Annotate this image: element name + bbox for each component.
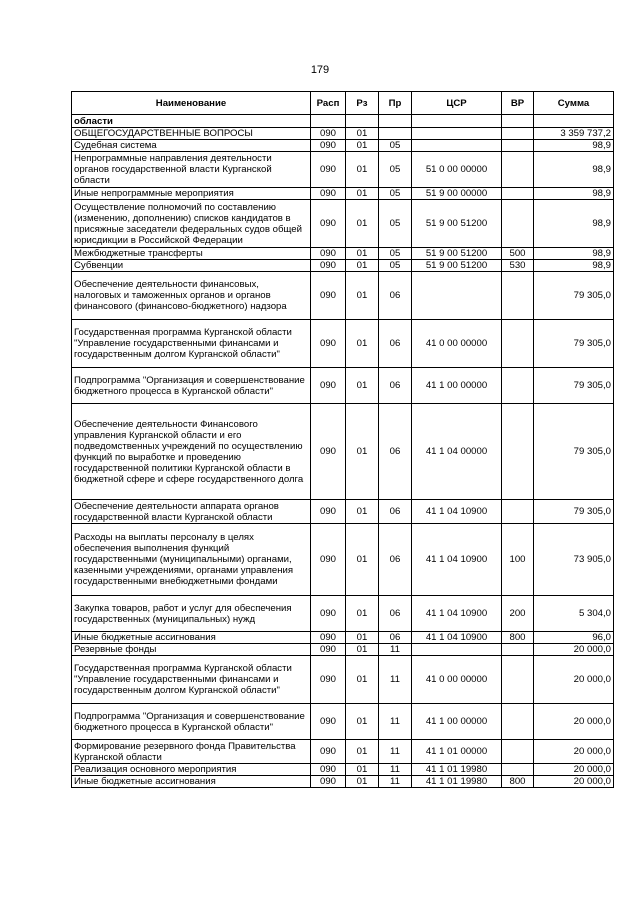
cell-vr [502, 320, 534, 368]
cell-sum: 79 305,0 [534, 272, 614, 320]
table-row [72, 740, 614, 764]
cell-name: Иные непрограммные мероприятия [72, 188, 311, 200]
cell-rz: 01 [346, 656, 379, 704]
cell-rasp: 090 [311, 704, 346, 740]
cell-csr: 41 1 04 10900 [412, 524, 502, 596]
cell-rasp: 090 [311, 368, 346, 404]
cell-rasp: 090 [311, 404, 346, 500]
cell-rz: 01 [346, 368, 379, 404]
table-row [72, 248, 614, 260]
cell-name: Обеспечение деятельности финансовых, налоговых и таможенных органов и органов финансового (финансово-бюджетного) надзора [72, 272, 311, 320]
cell-rasp: 090 [311, 776, 346, 788]
cell-pr: 06 [379, 368, 412, 404]
cell-sum: 20 000,0 [534, 764, 614, 776]
budget-table [71, 91, 614, 788]
cell-rasp: 090 [311, 320, 346, 368]
cell-csr [412, 644, 502, 656]
table-row [72, 656, 614, 704]
cell-pr: 06 [379, 500, 412, 524]
cell-name: Расходы на выплаты персоналу в целях обеспечения выполнения функций государственными (муниципальными) органами, казенными учреждениями, органами управления государственными внебюджетными фондами [72, 524, 311, 596]
cell-name: Иные бюджетные ассигнования [72, 632, 311, 644]
cell-vr: 200 [502, 596, 534, 632]
cell-rz: 01 [346, 128, 379, 140]
cell-pr: 05 [379, 260, 412, 272]
cell-rasp: 090 [311, 200, 346, 248]
cell-sum: 98,9 [534, 248, 614, 260]
cell-rasp: 090 [311, 248, 346, 260]
cell-name: Обеспечение деятельности аппарата органов государственной власти Курганской области [72, 500, 311, 524]
cell-rz: 01 [346, 200, 379, 248]
cell-csr: 41 1 04 10900 [412, 500, 502, 524]
cell-name: ОБЩЕГОСУДАРСТВЕННЫЕ ВОПРОСЫ [72, 128, 311, 140]
cell-csr: 41 1 01 19980 [412, 776, 502, 788]
cell-name: Непрограммные направления деятельности органов государственной власти Курганской области [72, 152, 311, 188]
cell-sum: 5 304,0 [534, 596, 614, 632]
cell-rz: 01 [346, 776, 379, 788]
cell-pr: 11 [379, 704, 412, 740]
cell-name: Осуществление полномочий по составлению (изменению, дополнению) списков кандидатов в присяжные заседатели федеральных судов общей юрисдикции в Российской Федерации [72, 200, 311, 248]
cell-csr: 51 0 00 00000 [412, 152, 502, 188]
cell-sum: 98,9 [534, 152, 614, 188]
cell-name: Судебная система [72, 140, 311, 152]
cell-rasp: 090 [311, 764, 346, 776]
cell-csr: 51 9 00 51200 [412, 248, 502, 260]
cell-vr [502, 656, 534, 704]
cell-rasp: 090 [311, 128, 346, 140]
table-row [72, 368, 614, 404]
cell-rz: 01 [346, 404, 379, 500]
cell-sum: 98,9 [534, 188, 614, 200]
cell-vr [502, 200, 534, 248]
cell-vr: 530 [502, 260, 534, 272]
cell-vr: 100 [502, 524, 534, 596]
table-row [72, 644, 614, 656]
cell-name: Формирование резервного фонда Правительства Курганской области [72, 740, 311, 764]
cell-rz: 01 [346, 140, 379, 152]
cell-csr: 41 0 00 00000 [412, 656, 502, 704]
cell-rasp: 090 [311, 632, 346, 644]
table-row [72, 632, 614, 644]
cell-rasp: 090 [311, 152, 346, 188]
cell-pr: 11 [379, 740, 412, 764]
table-row [72, 128, 614, 140]
cell-rz: 01 [346, 152, 379, 188]
cell-csr [412, 140, 502, 152]
cell-csr: 51 9 00 51200 [412, 260, 502, 272]
table-row [72, 152, 614, 188]
table-row [72, 776, 614, 788]
cell-sum: 96,0 [534, 632, 614, 644]
header-rz: Рз [346, 92, 379, 115]
cell-rasp: 090 [311, 656, 346, 704]
cell-pr: 05 [379, 200, 412, 248]
table-row [72, 764, 614, 776]
table-row [72, 596, 614, 632]
cell-csr: 41 1 04 10900 [412, 596, 502, 632]
cell-rasp: 090 [311, 644, 346, 656]
cell-sum: 20 000,0 [534, 740, 614, 764]
cell-pr: 06 [379, 524, 412, 596]
cell-rasp: 090 [311, 188, 346, 200]
cell-name: Подпрограмма "Организация и совершенствование бюджетного процесса в Курганской области" [72, 368, 311, 404]
cell-sum: 98,9 [534, 140, 614, 152]
cell-vr [502, 128, 534, 140]
cell-csr [412, 272, 502, 320]
cell-sum: 98,9 [534, 260, 614, 272]
cell-pr: 11 [379, 644, 412, 656]
cell-pr: 11 [379, 656, 412, 704]
table-row [72, 188, 614, 200]
cell-rz: 01 [346, 188, 379, 200]
cell-sum: 3 359 737,2 [534, 128, 614, 140]
cell-csr [412, 128, 502, 140]
header-rasp: Расп [311, 92, 346, 115]
cell-pr: 06 [379, 596, 412, 632]
cell-csr: 41 1 01 19980 [412, 764, 502, 776]
cell-pr: 05 [379, 248, 412, 260]
cell-sum: 79 305,0 [534, 404, 614, 500]
cell-sum: 20 000,0 [534, 776, 614, 788]
table-row [72, 260, 614, 272]
cell-vr [502, 368, 534, 404]
cell-vr: 800 [502, 776, 534, 788]
cell-rasp: 090 [311, 500, 346, 524]
cell-pr: 06 [379, 632, 412, 644]
cell-csr: 51 9 00 51200 [412, 200, 502, 248]
cell-vr [502, 140, 534, 152]
cell-csr: 51 9 00 00000 [412, 188, 502, 200]
cell-rz: 01 [346, 248, 379, 260]
cell-vr: 500 [502, 248, 534, 260]
cell-pr: 06 [379, 320, 412, 368]
cell-rz: 01 [346, 260, 379, 272]
cell-sum: 98,9 [534, 200, 614, 248]
cell-name: Подпрограмма "Организация и совершенствование бюджетного процесса в Курганской области" [72, 704, 311, 740]
cell-rz: 01 [346, 272, 379, 320]
header-csr: ЦСР [412, 92, 502, 115]
cell-csr: 41 1 00 00000 [412, 368, 502, 404]
cell-vr [502, 152, 534, 188]
cell-vr [502, 272, 534, 320]
table-row [72, 500, 614, 524]
cell-pr: 05 [379, 188, 412, 200]
cell-pr [379, 128, 412, 140]
cell-csr: 41 1 04 10900 [412, 632, 502, 644]
cell-vr [502, 764, 534, 776]
cell-name: Субвенции [72, 260, 311, 272]
table-row [72, 320, 614, 368]
cell-rasp: 090 [311, 140, 346, 152]
cell-rasp: 090 [311, 260, 346, 272]
header-pr: Пр [379, 92, 412, 115]
cell-vr [502, 740, 534, 764]
header-vr: ВР [502, 92, 534, 115]
table-row [72, 404, 614, 500]
cell-rz: 01 [346, 704, 379, 740]
cell-rz: 01 [346, 764, 379, 776]
cell-vr [502, 404, 534, 500]
cell-name: Закупка товаров, работ и услуг для обеспечения государственных (муниципальных) нужд [72, 596, 311, 632]
cell-pr: 06 [379, 404, 412, 500]
table-row [72, 140, 614, 152]
cell-csr: 41 1 04 00000 [412, 404, 502, 500]
cell-rz: 01 [346, 596, 379, 632]
cell-name: Государственная программа Курганской области "Управление государственными финансами и государственным долгом Курганской области" [72, 656, 311, 704]
cell-sum: 79 305,0 [534, 500, 614, 524]
header-sum: Сумма [534, 92, 614, 115]
cell-sum: 20 000,0 [534, 644, 614, 656]
cell-vr [502, 644, 534, 656]
table-row [72, 704, 614, 740]
cell-rz: 01 [346, 740, 379, 764]
cell-name: Межбюджетные трансферты [72, 248, 311, 260]
cell-pr: 11 [379, 764, 412, 776]
cell-rz: 01 [346, 524, 379, 596]
cell-rasp: 090 [311, 272, 346, 320]
cell-vr [502, 500, 534, 524]
cell-rz: 01 [346, 500, 379, 524]
table-row [72, 200, 614, 248]
cell-pr: 05 [379, 140, 412, 152]
cell-pr: 11 [379, 776, 412, 788]
header-name: Наименование [72, 92, 311, 115]
cell-name: Обеспечение деятельности Финансового управления Курганской области и его подведомственных учреждений по осуществлению функций по выработке и проведению государственной политики Курганской области в бюджетной сфере и сфере государственного долга [72, 404, 311, 500]
cell-csr: 41 1 00 00000 [412, 704, 502, 740]
cell-vr [502, 704, 534, 740]
cell-name: Иные бюджетные ассигнования [72, 776, 311, 788]
section-row [72, 115, 614, 128]
cell-sum: 73 905,0 [534, 524, 614, 596]
cell-rasp: 090 [311, 596, 346, 632]
cell-rz: 01 [346, 632, 379, 644]
cell-sum: 20 000,0 [534, 656, 614, 704]
cell-rz: 01 [346, 644, 379, 656]
cell-csr: 41 0 00 00000 [412, 320, 502, 368]
cell-sum: 20 000,0 [534, 704, 614, 740]
cell-name: Реализация основного мероприятия [72, 764, 311, 776]
cell-csr: 41 1 01 00000 [412, 740, 502, 764]
cell-rasp: 090 [311, 524, 346, 596]
table-row [72, 272, 614, 320]
cell-sum: 79 305,0 [534, 368, 614, 404]
cell-pr: 06 [379, 272, 412, 320]
page-number: 179 [310, 64, 330, 76]
cell-vr [502, 188, 534, 200]
table-header-row [72, 92, 614, 115]
cell-rz: 01 [346, 320, 379, 368]
cell-sum: 79 305,0 [534, 320, 614, 368]
cell-name: Государственная программа Курганской области "Управление государственными финансами и государственным долгом Курганской области" [72, 320, 311, 368]
cell-pr: 05 [379, 152, 412, 188]
section-label: области [72, 115, 311, 128]
cell-name: Резервные фонды [72, 644, 311, 656]
table-row [72, 524, 614, 596]
cell-rasp: 090 [311, 740, 346, 764]
cell-vr: 800 [502, 632, 534, 644]
